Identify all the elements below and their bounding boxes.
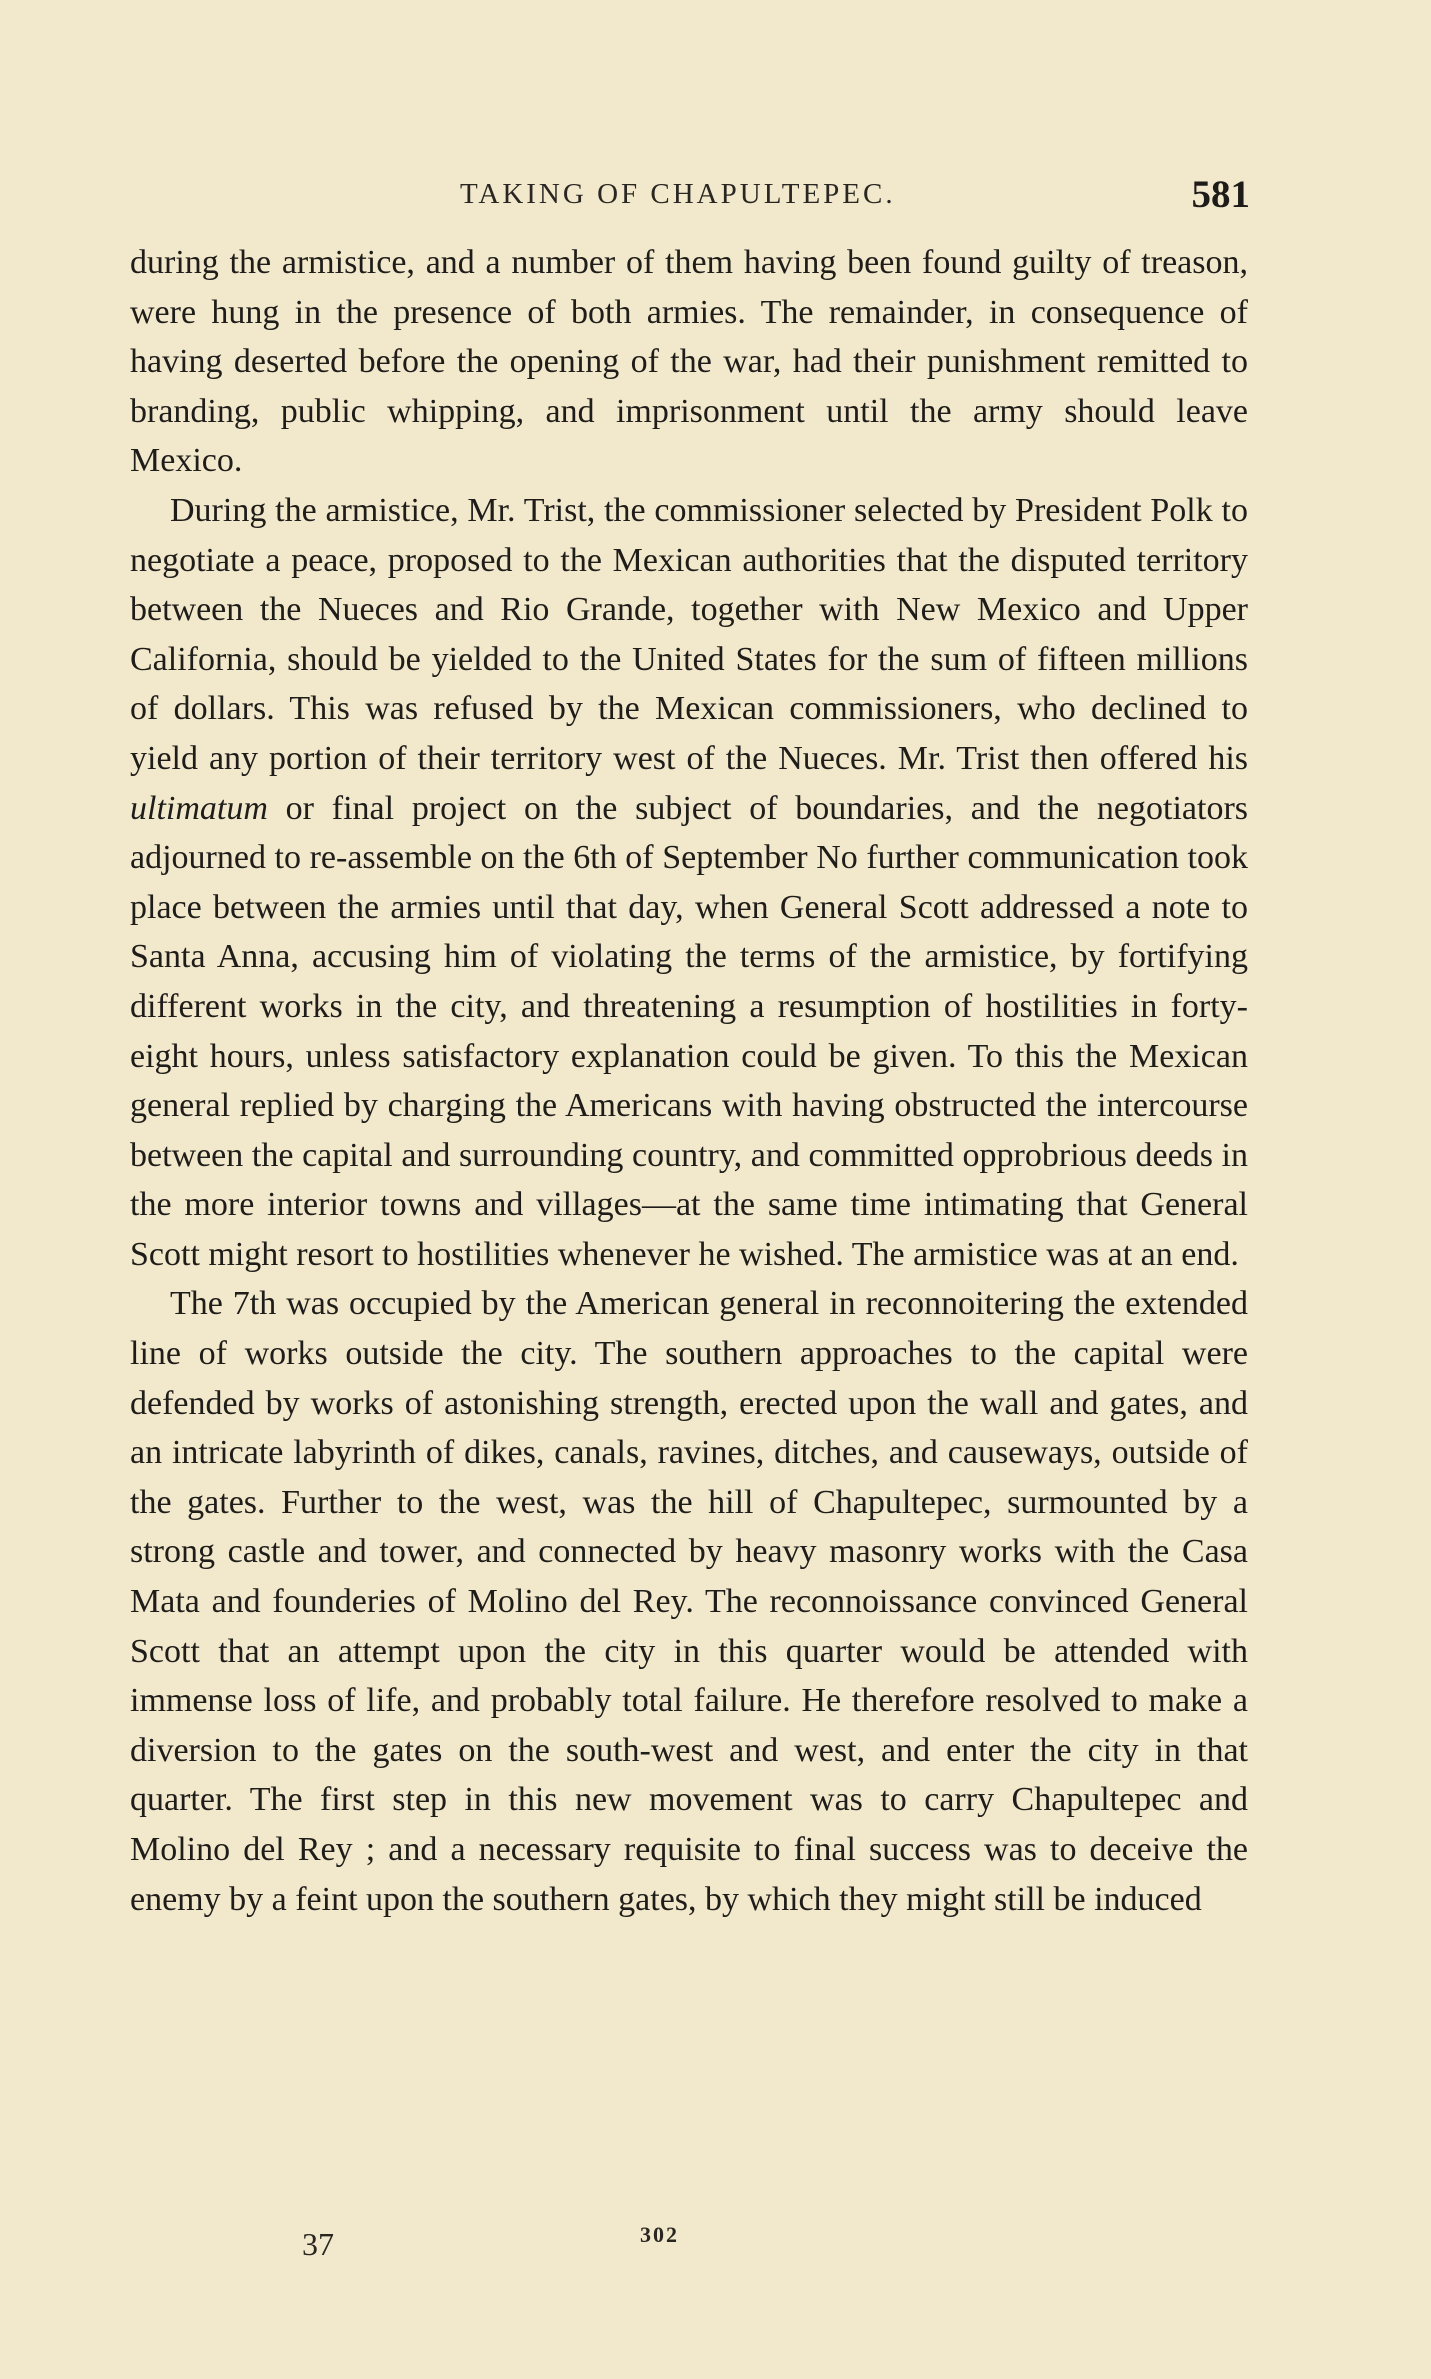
signature-mark: 37	[302, 2226, 334, 2262]
page-footer	[130, 2222, 1248, 2282]
paragraph-1: during the armistice, and a number of them having been found guilty of treason, were hung in the presence of both armies. The remainder, in consequence of having deserted before the opening of the war, had their punishment remitted to branding, public whipping, and imprisonment until the army should leave Mexico.	[130, 244, 1248, 480]
paragraph-2-text: During the armistice, Mr. Trist, the commissioner selected by President Polk to negotiate a peace, proposed to the Mexican authorities that the disputed territory between the Nueces and Rio Grande, together with New Mexico and Upper California, should be yielded to the United States for the sum of fifteen millions of dollars. This was refused by the Mexican commissioners, who declined to yield any portion of their territory west of the Nueces. Mr. Trist then offered his	[130, 491, 1248, 777]
paragraph-3: The 7th was occupied by the American general in reconnoitering the extended line of works outside the city. The southern approaches to the capital were defended by works of astonishing strength, erected upon the wall and gates, and an intricate labyrinth of dikes, canals, ravines, ditches, and causeways, outside of the gates. Further to the west, was the hill of Chapultepec, surmounted by a strong castle and tower, and connected by heavy masonry works with the Casa Mata and founderies of Molino del Rey. The reconnoissance convinced General Scott that an attempt upon the city in this quarter would be attended with immense loss of life, and probably total failure. He therefore resolved to make a diversion to the gates on the south-west and west, and enter the city in that quarter. The first step in this new movement was to carry Chapultepec and Molino del Rey ; and a necessary requisite to final success was to deceive the enemy by a feint upon the southern gates, by which they might still be induced	[130, 1285, 1248, 1918]
page-number: 581	[1191, 173, 1250, 216]
paragraph-2-italic: ultimatum	[130, 789, 268, 827]
running-head	[130, 172, 1250, 216]
folio-mark: 302	[640, 2222, 679, 2247]
paragraph-2	[130, 486, 1248, 1280]
body-text	[130, 238, 1248, 1924]
running-title: TAKING OF CHAPULTEPEC.	[460, 178, 896, 210]
paragraph-2-tail: or final project on the subject of boundaries, and the negotiators adjourned to re-assemble on the 6th of September No further communication took place between the armies until that day, when General Scott addressed a note to Santa Anna, accusing him of violating the terms of the armistice, by fortifying different works in the city, and threatening a resumption of hostilities in forty-eight hours, unless satisfactory explanation could be given. To this the Mexican general replied by charging the Americans with having obstructed the intercourse between the capital and surrounding country, and committed opprobrious deeds in the more interior towns and villages—at the same time intimating that General Scott might resort to hostilities whenever he wished. The armistice was at an end.	[130, 789, 1248, 1273]
